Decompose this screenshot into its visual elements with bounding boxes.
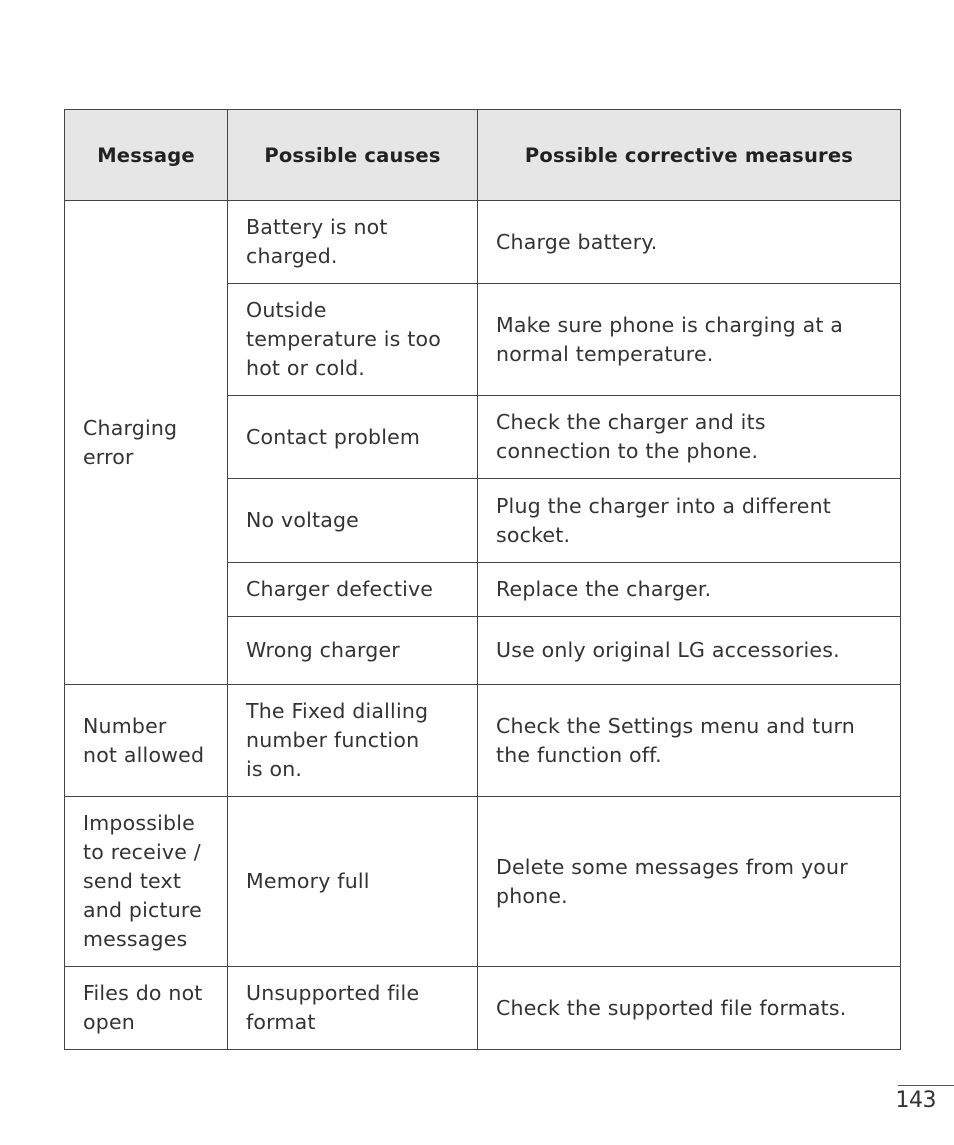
measure-text: Replace the charger.	[496, 577, 712, 601]
cause-text: Unsupported file format	[246, 981, 420, 1034]
measure-cell	[478, 201, 901, 284]
table-row	[65, 967, 901, 1050]
table-row	[65, 201, 901, 284]
message-cell	[65, 685, 228, 797]
cause-cell	[228, 797, 478, 967]
message-text: Files do not open	[83, 981, 203, 1034]
measure-cell	[478, 563, 901, 617]
measure-cell	[478, 396, 901, 479]
page-number: 143	[895, 1088, 936, 1113]
cause-text: Outside temperature is too hot or cold.	[246, 298, 441, 380]
cause-text: Memory full	[246, 869, 370, 893]
message-cell	[65, 967, 228, 1050]
message-text: Number not allowed	[83, 713, 205, 767]
troubleshooting-table	[64, 109, 901, 1050]
measure-text: Check the charger and its connection to the phone.	[496, 410, 766, 463]
cause-text: Contact problem	[246, 424, 421, 449]
measure-cell	[478, 967, 901, 1050]
table-row	[65, 685, 901, 797]
cause-cell	[228, 284, 478, 396]
cause-text: Charger defective	[246, 577, 434, 601]
header-possible-causes: Possible causes	[228, 110, 478, 201]
cause-text: Wrong charger	[246, 638, 400, 662]
cause-cell	[228, 685, 478, 797]
table-header-row	[65, 110, 901, 201]
measure-text: Charge battery.	[496, 229, 658, 254]
measure-cell	[478, 284, 901, 396]
measure-text: Check the Settings menu and turn the function off.	[496, 713, 855, 767]
measure-text: Check the supported file formats.	[496, 995, 847, 1020]
measure-text: Make sure phone is charging at a normal temperature.	[496, 312, 844, 366]
cause-cell	[228, 967, 478, 1050]
cause-text: Battery is not charged.	[246, 215, 388, 268]
measure-text: Plug the charger into a different socket.	[496, 493, 832, 547]
cause-cell	[228, 479, 478, 563]
message-cell	[65, 201, 228, 685]
measure-cell	[478, 797, 901, 967]
cause-text: No voltage	[246, 508, 359, 532]
cause-cell	[228, 617, 478, 685]
measure-cell	[478, 685, 901, 797]
page-number-rule	[898, 1085, 954, 1086]
cause-text: The Fixed dialling number function is on.	[246, 699, 429, 781]
measure-cell	[478, 617, 901, 685]
cause-cell	[228, 201, 478, 284]
table-row	[65, 797, 901, 967]
header-corrective-measures: Possible corrective measures	[478, 110, 901, 201]
cause-cell	[228, 563, 478, 617]
cause-cell	[228, 396, 478, 479]
message-cell	[65, 797, 228, 967]
message-text: Impossible to receive / send text and picture messages	[83, 811, 202, 951]
message-text: Charging error	[83, 415, 178, 469]
measure-text: Use only original LG accessories.	[496, 638, 840, 662]
measure-cell	[478, 479, 901, 563]
measure-text: Delete some messages from your phone.	[496, 854, 848, 908]
header-message: Message	[65, 110, 228, 201]
